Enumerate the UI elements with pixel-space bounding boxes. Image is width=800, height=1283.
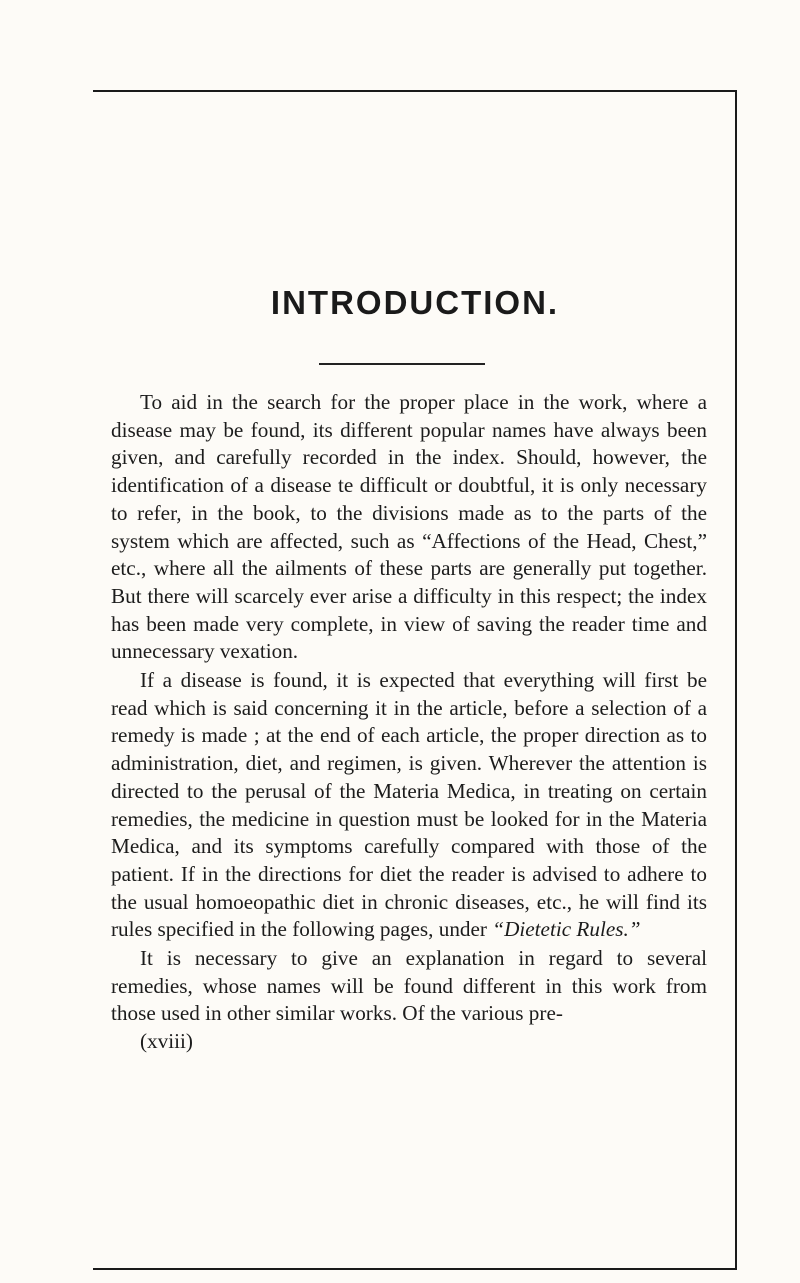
page-title: INTRODUCTION. — [270, 284, 560, 321]
page-frame-top — [93, 90, 737, 92]
page-frame-right — [735, 90, 737, 1270]
paragraph-1: To aid in the search for the proper place in the work, where a disease may be found, its different popular names have always been given, and carefully recorded in the index. Should, however, the identification of a disease te difficult or doubtful, it is only necessary to refer, in the book, to the divisions made as to the parts of the system which are affected, such as “Affections of the Head, Chest,” etc., where all the ailments of these parts are generally put together. But there will scarcely ever arise a difficulty in this respect; the index has been made very complete, in view of saving the reader time and unnecessary vexation. — [111, 390, 707, 664]
dietetic-rules-reference: “Dietetic Rules.” — [492, 917, 641, 942]
page-frame-bottom — [93, 1268, 737, 1270]
title-divider — [319, 363, 485, 365]
page-number: (xviii) — [140, 1029, 193, 1054]
body-text — [111, 389, 707, 1056]
paragraph-3: It is necessary to give an explanation in regard to several remedies, whose names will be found different in this work from those used in other similar works. Of the various pre- — [111, 946, 707, 1026]
paragraph-2 — [111, 667, 707, 944]
paragraph-2-text: If a disease is found, it is expected that everything will first be read which is said concerning it in the article, before a selection of a remedy is made ; at the end of each article, the proper direction as to administration, diet, and regimen, is given. Wherever the attention is directed to the perusal of the Materia Medica, in treating on certain remedies, the medicine in question must be looked for in the Materia Medica, and its symptoms carefully compared with those of the patient. If in the directions for diet the reader is advised to adhere to the usual homoeopathic diet in chronic diseases, etc., he will find its rules specified in the following pages, under — [111, 668, 707, 942]
